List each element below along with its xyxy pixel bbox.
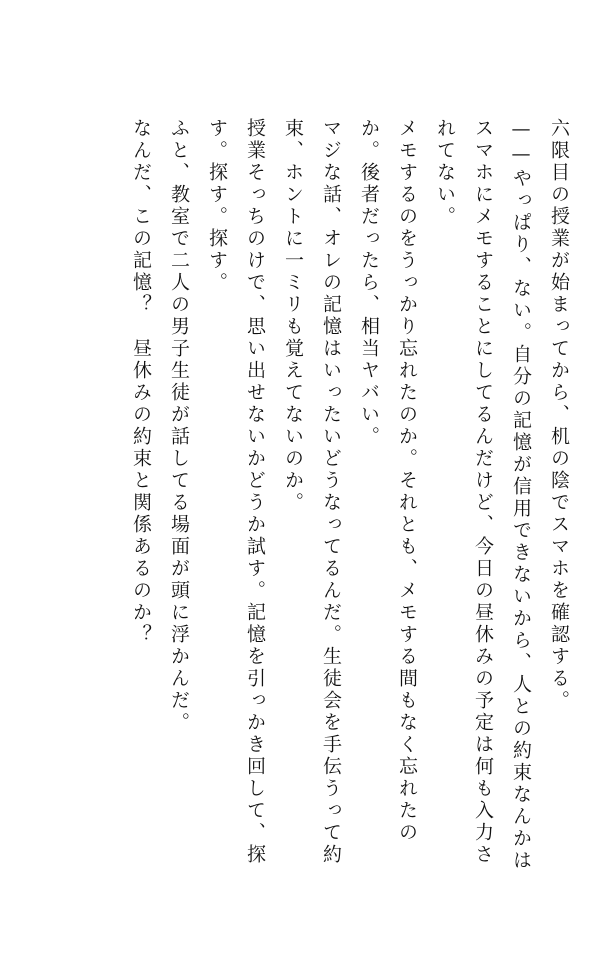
paragraph-4: マジな話、オレの記憶はいったいどうなってるんだ。生徒会を手伝うって約束、ホントに一ミリも覚えてないのか。	[282, 118, 342, 866]
paragraph-2: ——やっぱり、ない。自分の記憶が信用できないから、人との約束なんかはスマホにメモすることにしてるんだけど、今日の昼休みの予定は何も入力されてない。	[434, 118, 532, 872]
paragraph-1: 六限目の授業が始まってから、机の陰でスマホを確認する。	[548, 118, 570, 712]
vertical-text-body	[122, 118, 578, 878]
paragraph-3: メモするのをうっかり忘れたのか。それとも、メモする間もなく忘れたのか。後者だったら、相当ヤバい。	[358, 118, 418, 844]
paragraph-6: ふと、教室で二人の男子生徒が話してる場面が頭に浮かんだ。	[168, 118, 190, 734]
paragraph-7: なんだ、この記憶？ 昼休みの約束と関係あるのか？	[130, 118, 152, 646]
paragraph-5: 授業そっちのけで、思い出せないかどうか試す。記憶を引っかき回して、探す。探す。探す。	[206, 118, 266, 866]
